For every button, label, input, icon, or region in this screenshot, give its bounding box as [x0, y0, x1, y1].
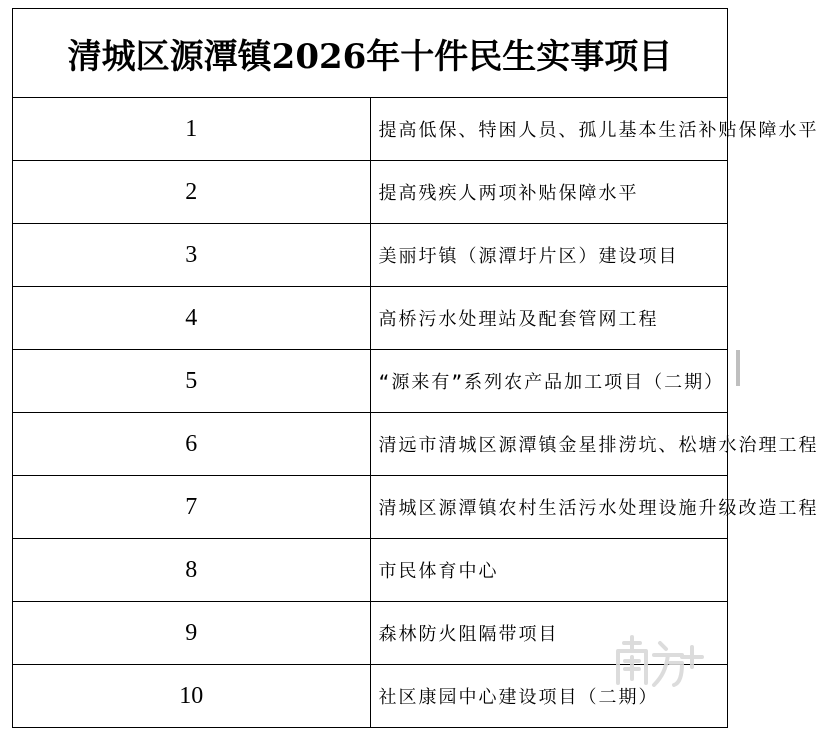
project-name: 森林防火阻隔带项目	[370, 602, 728, 665]
row-number: 8	[13, 539, 371, 602]
project-name: 高桥污水处理站及配套管网工程	[370, 287, 728, 350]
project-name: 清城区源潭镇农村生活污水处理设施升级改造工程	[370, 476, 728, 539]
project-name: 提高低保、特困人员、孤儿基本生活补贴保障水平	[370, 98, 728, 161]
table-row	[13, 224, 728, 287]
table-row	[13, 161, 728, 224]
row-number: 6	[13, 413, 371, 476]
row-number: 3	[13, 224, 371, 287]
project-name: “源来有”系列农产品加工项目（二期）	[370, 350, 728, 413]
project-name: 美丽圩镇（源潭圩片区）建设项目	[370, 224, 728, 287]
projects-table	[12, 8, 819, 728]
row-number: 7	[13, 476, 371, 539]
table-row	[13, 98, 728, 161]
table-row	[13, 665, 728, 728]
row-number: 9	[13, 602, 371, 665]
title-row	[13, 9, 728, 98]
row-number: 4	[13, 287, 371, 350]
table-row	[13, 413, 728, 476]
project-name: 市民体育中心	[370, 539, 728, 602]
row-number: 1	[13, 98, 371, 161]
table-row	[13, 602, 728, 665]
project-name: 提高残疾人两项补贴保障水平	[370, 161, 728, 224]
table-row	[13, 539, 728, 602]
table-row	[13, 476, 728, 539]
edge-scroll-marker	[736, 350, 740, 386]
project-name: 清远市清城区源潭镇金星排涝坑、松塘水治理工程	[370, 413, 728, 476]
document-title: 清城区源潭镇2026年十件民生实事项目	[13, 9, 728, 98]
row-number: 2	[13, 161, 371, 224]
row-number: 5	[13, 350, 371, 413]
document-page	[12, 8, 819, 740]
table-row	[13, 287, 728, 350]
project-name: 社区康园中心建设项目（二期）	[370, 665, 728, 728]
row-number: 10	[13, 665, 371, 728]
table-row	[13, 350, 728, 413]
